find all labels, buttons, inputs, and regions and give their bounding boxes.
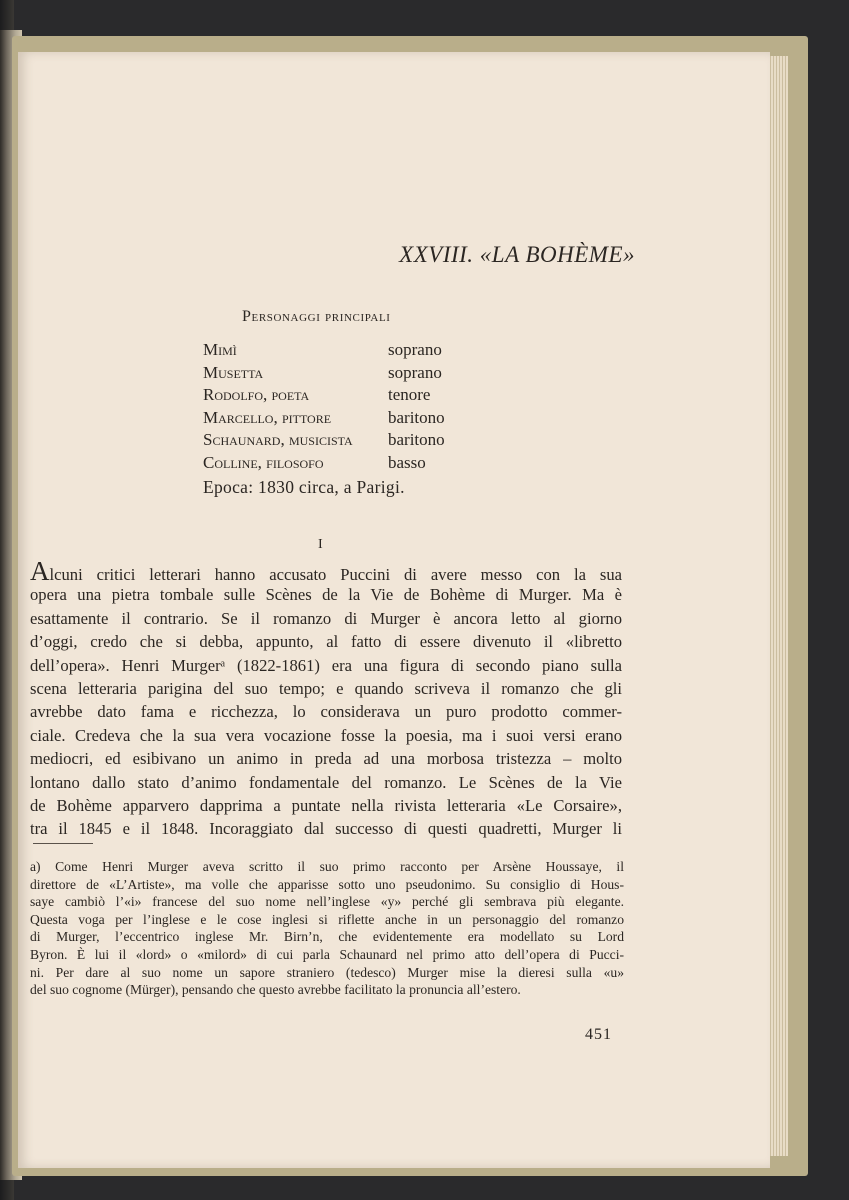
page-stack-edge (768, 56, 788, 1156)
cast-role: Colline, filosofo (203, 452, 324, 472)
body-line-text: lcuni critici letterari hanno accusato Puccini di avere messo con la sua (49, 565, 622, 584)
body-line: ciale. Credeva che la sua vera vocazione fosse la poesia, ma i suoi versi erano (30, 725, 622, 745)
cast-role: Musetta (203, 362, 264, 382)
page-number: 451 (585, 1026, 612, 1043)
cast-voice: soprano (388, 340, 442, 359)
footnote-line: del suo cognome (Mürger), pensando che questo avrebbe facilitato la pronuncia all’estero. (30, 982, 521, 998)
footnote-line: saye cambiò l’«i» francese del suo nome nell’inglese «y» perché gli sembrava più elegante. (30, 894, 624, 910)
body-line (30, 556, 622, 586)
cast-heading: Personaggi principali (242, 308, 391, 325)
epoch-line: Epoca: 1830 circa, a Parigi. (203, 477, 405, 497)
chapter-title: XXVIII. «LA BOHÈME» (399, 242, 635, 267)
cast-role: Rodolfo, poeta (203, 385, 310, 405)
body-line: dell’opera». Henri Murgerᵃ (1822-1861) era una figura di secondo piano sulla (30, 655, 622, 675)
body-line: esattamente il contrario. Se il romanzo di Murger è ancora letto al giorno (30, 608, 622, 628)
body-line: de Bohème apparvero dapprima a puntate nella rivista letteraria «Le Corsaire», (30, 795, 622, 815)
body-line: lontano dallo stato d’animo fondamentale del romanzo. Le Scènes de la Vie (30, 772, 622, 792)
cast-voice: basso (388, 452, 426, 472)
footnote-line: di Murger, l’eccentrico inglese Mr. Birn’n, che evidentemente era modellato su Lord (30, 929, 624, 945)
body-line: scena letteraria parigina del suo tempo; e quando scriveva il romanzo che gli (30, 678, 622, 698)
body-line: avrebbe dato fama e ricchezza, lo considerava un puro prodotto commer- (30, 702, 622, 722)
drop-cap: A (30, 556, 50, 586)
footnote-divider (33, 843, 93, 844)
body-line: tra il 1845 e il 1848. Incoraggiato dal successo di questi quadretti, Murger li (30, 819, 622, 839)
cast-role: Schaunard, musicista (203, 430, 353, 450)
cast-role: Marcello, pittore (203, 407, 332, 427)
body-line: opera una pietra tombale sulle Scènes de la Vie de Bohème di Murger. Ma è (30, 585, 622, 605)
footnote-line: Byron. È lui il «lord» o «milord» di cui parla Schaunard nel primo atto dell’opera di Pucci- (30, 946, 624, 962)
cast-role: Mimì (203, 340, 237, 359)
cast-voice: baritono (388, 407, 445, 427)
footnote (30, 858, 624, 999)
footnote-line: a) Come Henri Murger aveva scritto il suo primo racconto per Arsène Houssaye, il (30, 859, 624, 874)
body-line: d’oggi, credo che si debba, appunto, al fatto di essere divenuto il «libretto (30, 632, 622, 652)
body-line: mediocri, ed esibivano un animo in preda ad una morbosa tristezza – molto (30, 749, 622, 769)
footnote-line: direttore de «L’Artiste», ma volle che apparisse sotto uno pseudonimo. Su consiglio di Hous- (30, 876, 624, 892)
cast-voice: baritono (388, 430, 445, 450)
cast-voice: soprano (388, 362, 442, 382)
footnote-line: Questa voga per l’inglese e le cose inglesi si riflette anche in un personaggio del romanzo (30, 911, 624, 927)
cast-voice: tenore (388, 385, 431, 405)
section-number: I (318, 537, 323, 552)
footnote-line: ni. Per dare al suo nome un sapore straniero (tedesco) Murger mise la dieresi sulla «u» (30, 964, 624, 980)
body-paragraph (30, 556, 622, 841)
